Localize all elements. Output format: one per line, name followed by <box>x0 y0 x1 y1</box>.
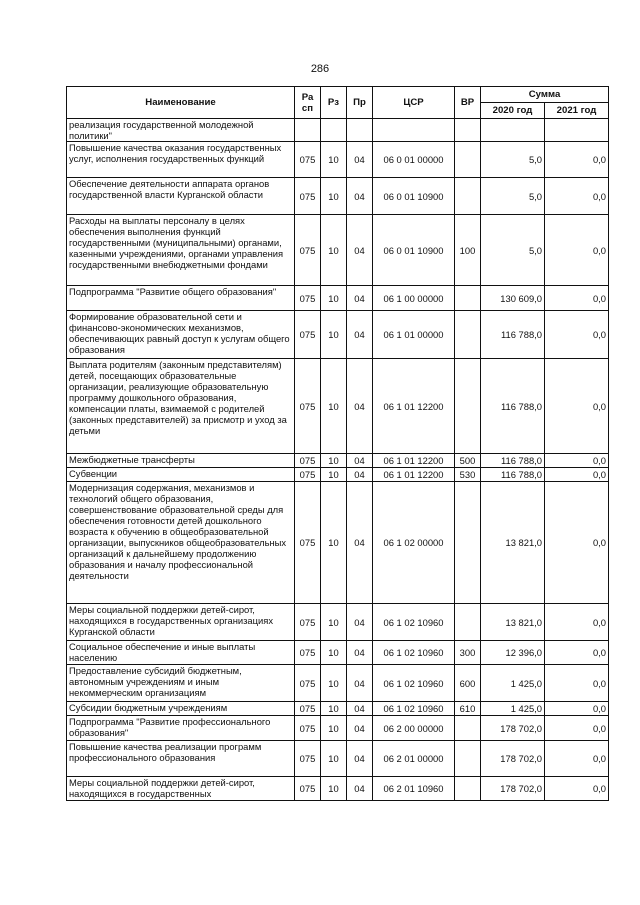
header-pr: Пр <box>347 87 373 119</box>
row-rasp: 075 <box>295 604 321 641</box>
row-name: Расходы на выплаты персоналу в целях обеспечения выполнения функций государственными (муниципальными) органами, казенными учреждениями, органами управления государственными внебюджетными фондами <box>67 215 295 286</box>
row-sum-2020: 5,0 <box>481 215 545 286</box>
table-row <box>67 178 609 215</box>
row-vr: 530 <box>455 468 481 482</box>
row-name: Обеспечение деятельности аппарата органов государственной власти Курганской области <box>67 178 295 215</box>
row-rz: 10 <box>321 741 347 777</box>
row-pr: 04 <box>347 741 373 777</box>
row-name: Подпрограмма "Развитие профессионального образования" <box>67 716 295 741</box>
row-csr: 06 1 02 10960 <box>373 604 455 641</box>
row-rz: 10 <box>321 716 347 741</box>
table-row <box>67 777 609 801</box>
row-sum-2021: 0,0 <box>545 482 609 604</box>
row-pr: 04 <box>347 311 373 359</box>
row-rasp: 075 <box>295 178 321 215</box>
row-rz <box>321 119 347 142</box>
row-rz: 10 <box>321 641 347 665</box>
table-row <box>67 665 609 702</box>
row-pr: 04 <box>347 716 373 741</box>
row-vr <box>455 716 481 741</box>
row-vr <box>455 311 481 359</box>
row-csr: 06 1 01 12200 <box>373 359 455 454</box>
row-vr <box>455 482 481 604</box>
row-sum-2020: 178 702,0 <box>481 716 545 741</box>
row-sum-2021: 0,0 <box>545 311 609 359</box>
row-rasp: 075 <box>295 702 321 716</box>
row-rasp: 075 <box>295 359 321 454</box>
header-2021: 2021 год <box>545 103 609 119</box>
row-rz: 10 <box>321 215 347 286</box>
row-sum-2020: 13 821,0 <box>481 604 545 641</box>
row-name: Меры социальной поддержки детей-сирот, находящихся в государственных организациях Курганской области <box>67 604 295 641</box>
row-pr: 04 <box>347 702 373 716</box>
row-csr: 06 1 02 10960 <box>373 641 455 665</box>
table-row <box>67 641 609 665</box>
row-rasp: 075 <box>295 777 321 801</box>
row-sum-2020: 1 425,0 <box>481 665 545 702</box>
row-rz: 10 <box>321 702 347 716</box>
row-rasp: 075 <box>295 215 321 286</box>
row-pr: 04 <box>347 641 373 665</box>
header-sum: Сумма <box>481 87 609 103</box>
header-rasp: Ра сп <box>295 87 321 119</box>
row-sum-2021: 0,0 <box>545 178 609 215</box>
row-name: Повышение качества оказания государственных услуг, исполнения государственных функций <box>67 142 295 178</box>
row-sum-2020: 5,0 <box>481 142 545 178</box>
row-rz: 10 <box>321 777 347 801</box>
row-rasp: 075 <box>295 641 321 665</box>
table-row <box>67 359 609 454</box>
row-name: Социальное обеспечение и иные выплаты населению <box>67 641 295 665</box>
row-vr <box>455 286 481 311</box>
row-csr: 06 0 01 00000 <box>373 142 455 178</box>
header-vr: ВР <box>455 87 481 119</box>
row-csr: 06 1 00 00000 <box>373 286 455 311</box>
row-sum-2020: 178 702,0 <box>481 777 545 801</box>
row-name: Модернизация содержания, механизмов и технологий общего образования, совершенствование образовательной среды для обеспечения готовности детей дошкольного возраста к обучению в общеобразовательной организации, выпускников общеобразовательных организаций к дальнейшему продолжению образования и началу профессиональной деятельности <box>67 482 295 604</box>
table-row <box>67 482 609 604</box>
row-sum-2021: 0,0 <box>545 777 609 801</box>
row-pr: 04 <box>347 468 373 482</box>
row-name: Повышение качества реализации программ профессионального образования <box>67 741 295 777</box>
row-rasp: 075 <box>295 311 321 359</box>
row-pr <box>347 119 373 142</box>
row-sum-2020: 116 788,0 <box>481 454 545 468</box>
row-pr: 04 <box>347 454 373 468</box>
row-vr: 300 <box>455 641 481 665</box>
row-sum-2021: 0,0 <box>545 604 609 641</box>
header-rz: Рз <box>321 87 347 119</box>
header-2020: 2020 год <box>481 103 545 119</box>
row-rz: 10 <box>321 178 347 215</box>
row-rasp: 075 <box>295 468 321 482</box>
row-csr <box>373 119 455 142</box>
row-sum-2020: 116 788,0 <box>481 468 545 482</box>
row-sum-2021: 0,0 <box>545 468 609 482</box>
table-row <box>67 702 609 716</box>
row-vr: 610 <box>455 702 481 716</box>
row-pr: 04 <box>347 665 373 702</box>
table-row <box>67 716 609 741</box>
row-sum-2021: 0,0 <box>545 359 609 454</box>
header-csr: ЦСР <box>373 87 455 119</box>
row-rasp: 075 <box>295 482 321 604</box>
row-rz: 10 <box>321 311 347 359</box>
row-sum-2021: 0,0 <box>545 716 609 741</box>
row-vr <box>455 777 481 801</box>
row-vr <box>455 119 481 142</box>
row-rz: 10 <box>321 142 347 178</box>
row-csr: 06 2 01 10960 <box>373 777 455 801</box>
row-name: Выплата родителям (законным представителям) детей, посещающих образовательные организации, реализующие образовательную программу дошкольного образования, компенсации платы, взимаемой с родителей (законных представителей) за присмотр и уход за детьми <box>67 359 295 454</box>
row-sum-2021: 0,0 <box>545 454 609 468</box>
row-csr: 06 1 01 12200 <box>373 454 455 468</box>
row-pr: 04 <box>347 286 373 311</box>
row-sum-2020: 116 788,0 <box>481 311 545 359</box>
row-rasp: 075 <box>295 286 321 311</box>
row-sum-2020: 5,0 <box>481 178 545 215</box>
row-sum-2021: 0,0 <box>545 215 609 286</box>
row-vr <box>455 359 481 454</box>
row-csr: 06 1 02 10960 <box>373 702 455 716</box>
row-sum-2021: 0,0 <box>545 286 609 311</box>
row-vr <box>455 741 481 777</box>
row-pr: 04 <box>347 142 373 178</box>
row-sum-2020 <box>481 119 545 142</box>
row-vr <box>455 604 481 641</box>
row-sum-2020: 12 396,0 <box>481 641 545 665</box>
row-rasp <box>295 119 321 142</box>
row-rz: 10 <box>321 286 347 311</box>
header-name: Наименование <box>67 87 295 119</box>
row-sum-2020: 116 788,0 <box>481 359 545 454</box>
row-name: Межбюджетные трансферты <box>67 454 295 468</box>
row-sum-2020: 1 425,0 <box>481 702 545 716</box>
row-pr: 04 <box>347 178 373 215</box>
row-rasp: 075 <box>295 142 321 178</box>
table-header <box>67 87 609 119</box>
table-row <box>67 468 609 482</box>
table-row <box>67 119 609 142</box>
row-name: Субвенции <box>67 468 295 482</box>
row-sum-2021: 0,0 <box>545 665 609 702</box>
row-rz: 10 <box>321 454 347 468</box>
table-row <box>67 142 609 178</box>
row-csr: 06 0 01 10900 <box>373 178 455 215</box>
row-name: Субсидии бюджетным учреждениям <box>67 702 295 716</box>
table-row <box>67 215 609 286</box>
row-vr: 500 <box>455 454 481 468</box>
row-name: реализация государственной молодежной политики" <box>67 119 295 142</box>
row-pr: 04 <box>347 359 373 454</box>
row-vr: 100 <box>455 215 481 286</box>
row-rasp: 075 <box>295 716 321 741</box>
table-row <box>67 311 609 359</box>
row-pr: 04 <box>347 777 373 801</box>
table-body <box>67 119 609 801</box>
table-row <box>67 604 609 641</box>
budget-table <box>66 86 609 801</box>
row-sum-2021: 0,0 <box>545 702 609 716</box>
page-number: 286 <box>310 63 330 75</box>
row-name: Подпрограмма "Развитие общего образования" <box>67 286 295 311</box>
row-csr: 06 1 02 00000 <box>373 482 455 604</box>
row-name: Формирование образовательной сети и финансово-экономических механизмов, обеспечивающих равный доступ к услугам общего образования <box>67 311 295 359</box>
row-rz: 10 <box>321 604 347 641</box>
row-name: Меры социальной поддержки детей-сирот, находящихся в государственных <box>67 777 295 801</box>
row-sum-2021: 0,0 <box>545 142 609 178</box>
row-sum-2021 <box>545 119 609 142</box>
row-rz: 10 <box>321 482 347 604</box>
row-vr <box>455 142 481 178</box>
row-vr: 600 <box>455 665 481 702</box>
table-row <box>67 454 609 468</box>
row-sum-2021: 0,0 <box>545 641 609 665</box>
row-sum-2020: 130 609,0 <box>481 286 545 311</box>
row-csr: 06 1 02 10960 <box>373 665 455 702</box>
row-csr: 06 1 01 00000 <box>373 311 455 359</box>
row-sum-2020: 13 821,0 <box>481 482 545 604</box>
row-csr: 06 2 00 00000 <box>373 716 455 741</box>
table-row <box>67 286 609 311</box>
row-rz: 10 <box>321 359 347 454</box>
row-rasp: 075 <box>295 741 321 777</box>
row-sum-2020: 178 702,0 <box>481 741 545 777</box>
row-pr: 04 <box>347 604 373 641</box>
row-csr: 06 1 01 12200 <box>373 468 455 482</box>
row-pr: 04 <box>347 482 373 604</box>
row-rasp: 075 <box>295 454 321 468</box>
row-pr: 04 <box>347 215 373 286</box>
row-rz: 10 <box>321 665 347 702</box>
row-name: Предоставление субсидий бюджетным, автономным учреждениям и иным некоммерческим организациям <box>67 665 295 702</box>
row-csr: 06 2 01 00000 <box>373 741 455 777</box>
row-vr <box>455 178 481 215</box>
row-sum-2021: 0,0 <box>545 741 609 777</box>
table-row <box>67 741 609 777</box>
row-rasp: 075 <box>295 665 321 702</box>
row-rz: 10 <box>321 468 347 482</box>
row-csr: 06 0 01 10900 <box>373 215 455 286</box>
